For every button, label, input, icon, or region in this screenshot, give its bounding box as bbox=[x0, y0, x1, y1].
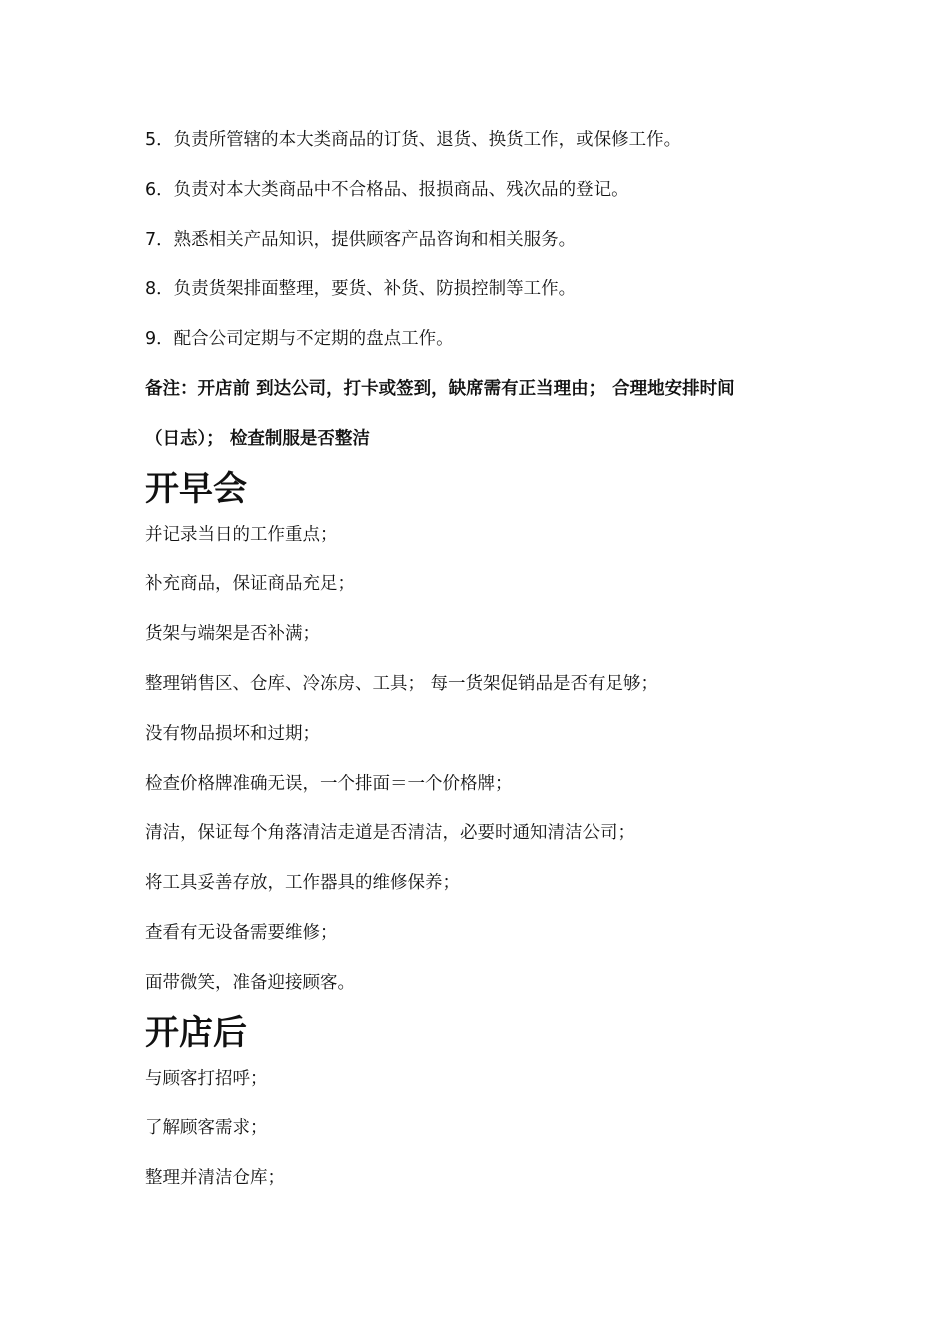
morning-item: 并记录当日的工作重点； bbox=[145, 524, 338, 545]
note-line-1: 备注：开店前 到达公司，打卡或签到，缺席需有正当理由； 合理地安排时间 bbox=[145, 378, 735, 399]
morning-item: 面带微笑，准备迎接顾客。 bbox=[145, 972, 355, 993]
morning-item: 检查价格牌准确无误，一个排面＝一个价格牌； bbox=[145, 773, 513, 794]
document-page bbox=[145, 128, 825, 1216]
morning-item: 货架与端架是否补满； bbox=[145, 624, 320, 645]
morning-item: 没有物品损坏和过期； bbox=[145, 723, 320, 744]
morning-item: 整理销售区、仓库、冷冻房、工具； 每一货架促销品是否有足够； bbox=[145, 673, 659, 694]
morning-item: 查看有无设备需要维修； bbox=[145, 922, 338, 943]
morning-item: 将工具妥善存放，工作器具的维修保养； bbox=[145, 873, 460, 894]
after-opening-item: 整理并清洁仓库； bbox=[145, 1168, 285, 1189]
morning-item: 清洁，保证每个角落清洁走道是否清洁，必要时通知清洁公司； bbox=[145, 823, 635, 844]
section-heading-morning-meeting: 开早会 bbox=[145, 468, 247, 509]
duty-item-6: 6．负责对本大类商品中不合格品、报损商品、残次品的登记。 bbox=[145, 179, 629, 200]
morning-item: 补充商品，保证商品充足； bbox=[145, 574, 355, 595]
section-heading-after-opening: 开店后 bbox=[145, 1012, 247, 1053]
after-opening-item: 与顾客打招呼； bbox=[145, 1068, 268, 1089]
duty-item-7: 7．熟悉相关产品知识，提供顾客产品咨询和相关服务。 bbox=[145, 229, 577, 250]
duty-item-9: 9．配合公司定期与不定期的盘点工作。 bbox=[145, 329, 454, 350]
duty-item-8: 8．负责货架排面整理，要货、补货、防损控制等工作。 bbox=[145, 279, 577, 300]
after-opening-item: 了解顾客需求； bbox=[145, 1118, 268, 1139]
note-line-2: （日志）； 检查制服是否整洁 bbox=[145, 428, 370, 449]
duty-item-5: 5．负责所管辖的本大类商品的订货、退货、换货工作，或保修工作。 bbox=[145, 130, 682, 150]
